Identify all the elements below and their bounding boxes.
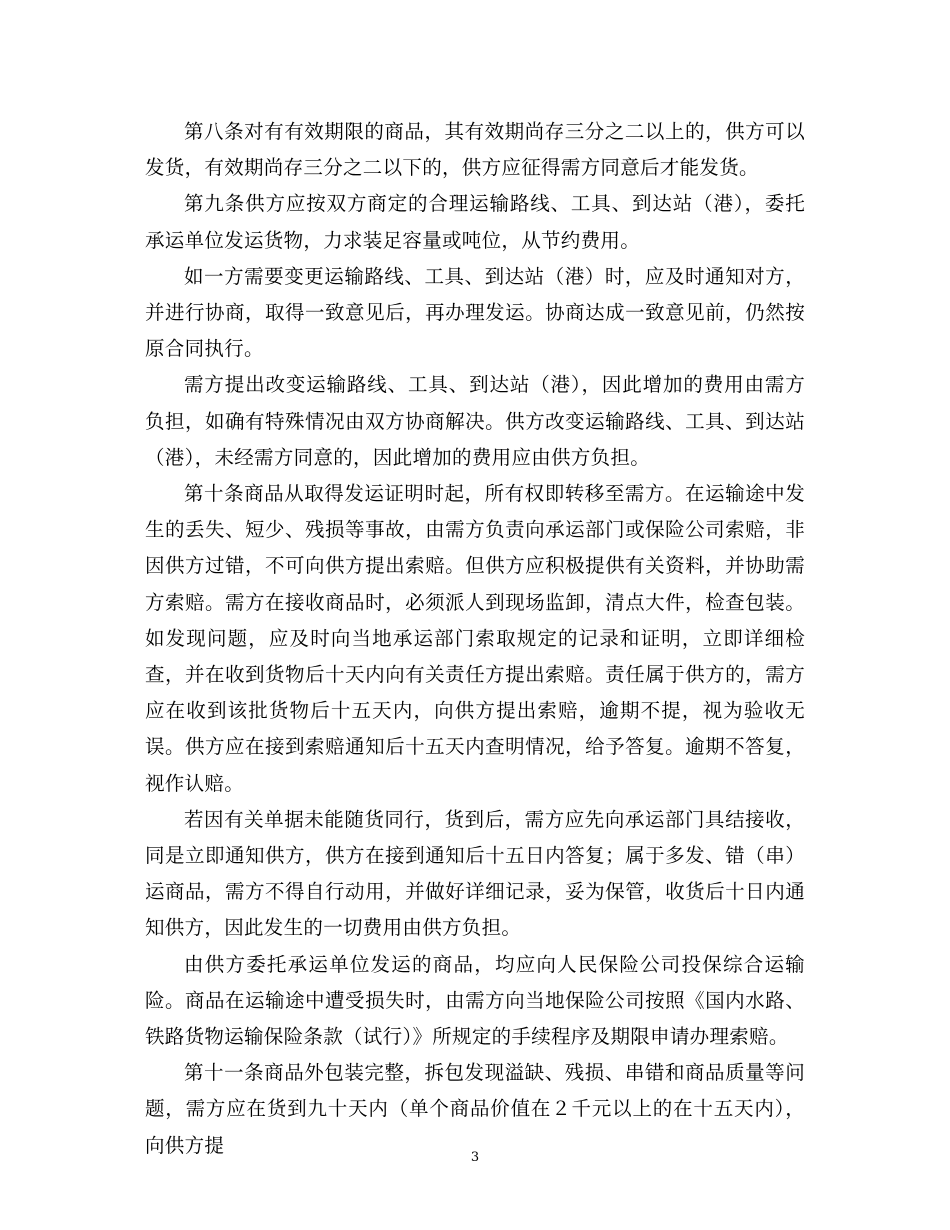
paragraph-cost-burden: 需方提出改变运输路线、工具、到达站（港），因此增加的费用由需方负担，如确有特殊情况由双方协商解决。供方改变运输路线、工具、到达站（港），未经需方同意的，因此增加的费用应由供方负担。 [145, 373, 805, 469]
paragraph-article-11: 第十一条商品外包装完整，拆包发现溢缺、残损、串错和商品质量等问题，需方应在货到九十天内（单个商品价值在２千元以上的在十五天内），向供方提 [145, 1061, 805, 1157]
paragraph-article-10: 第十条商品从取得发运证明时起，所有权即转移至需方。在运输途中发生的丢失、短少、残损等事故，由需方负责向承运部门或保险公司索赔，非因供方过错，不可向供方提出索赔。但供方应积极提供有关资料，并协助需方索赔。需方在接收商品时，必须派人到现场监卸，清点大件，检查包装。如发现问题，应及时向当地承运部门索取规定的记录和证明，立即详细检查，并在收到货物后十天内向有关责任方提出索赔。责任属于供方的，需方应在收到该批货物后十五天内，向供方提出索赔，逾期不提，视为验收无误。供方应在接到索赔通知后十五天内查明情况，给予答复。逾期不答复，视作认赔。 [145, 482, 805, 795]
document-body [145, 114, 805, 1164]
paragraph-article-9: 第九条供方应按双方商定的合理运输路线、工具、到达站（港），委托承运单位发运货物，力求装足容量或吨位，从节约费用。 [145, 192, 805, 252]
page-number: 3 [470, 1150, 480, 1165]
paragraph-route-change: 如一方需要变更运输路线、工具、到达站（港）时，应及时通知对方，并进行协商，取得一致意见后，再办理发运。协商达成一致意见前，仍然按原合同执行。 [145, 264, 805, 361]
paragraph-article-8: 第八条对有有效期限的商品，其有效期尚存三分之二以上的，供方可以发货，有效期尚存三分之二以下的，供方应征得需方同意后才能发货。 [145, 120, 805, 180]
paragraph-missing-documents: 若因有关单据未能随货同行，货到后，需方应先向承运部门具结接收，同是立即通知供方，供方在接到通知后十五日内答复；属于多发、错（串）运商品，需方不得自行动用，并做好详细记录，妥为保管，收货后十日内通知供方，因此发生的一切费用由供方负担。 [145, 807, 805, 940]
paragraph-insurance: 由供方委托承运单位发运的商品，均应向人民保险公司投保综合运输险。商品在运输途中遭受损失时，由需方向当地保险公司按照《国内水路、铁路货物运输保险条款（试行）》所规定的手续程序及期限申请办理索赔。 [145, 952, 805, 1049]
